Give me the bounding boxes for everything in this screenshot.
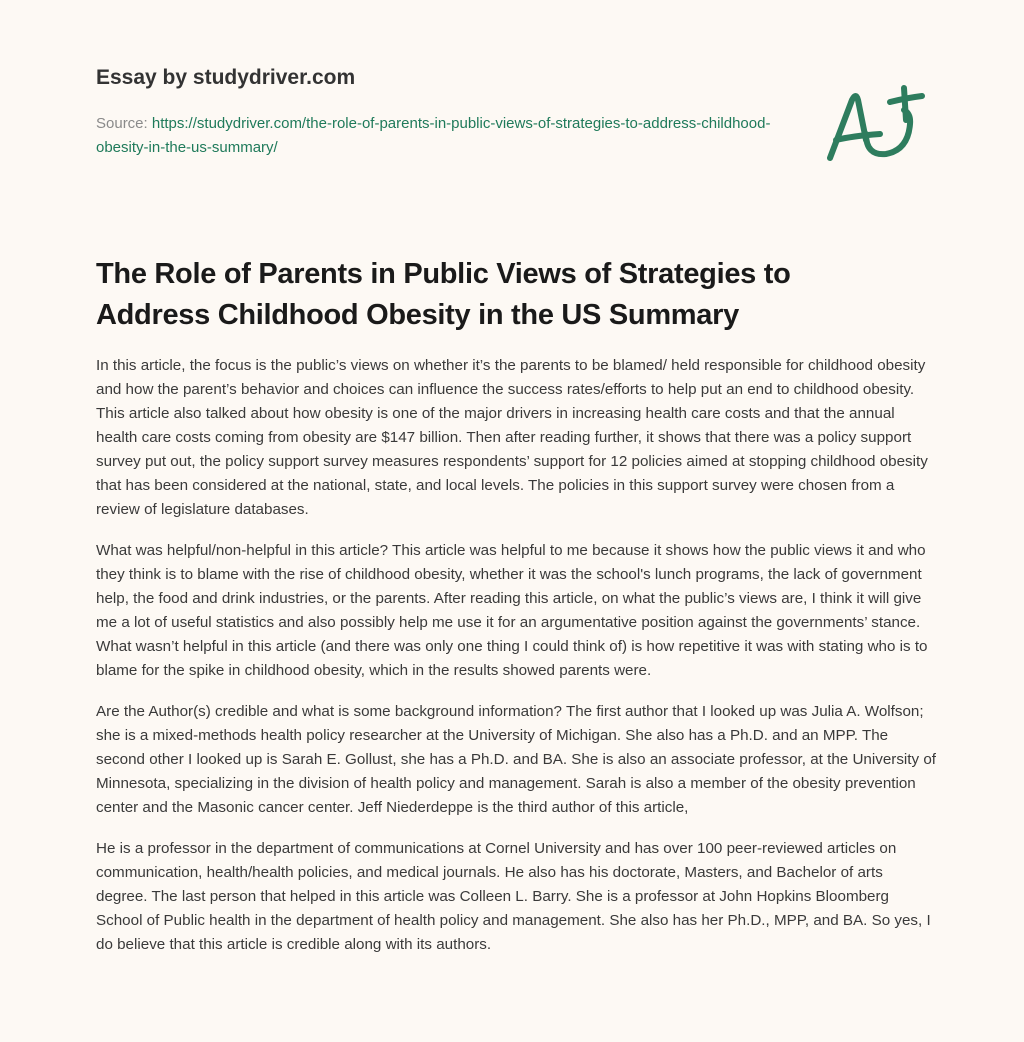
article-title: The Role of Parents in Public Views of Strategies to Address Childhood Obesity in the US Summary — [96, 258, 791, 331]
article-paragraph: He is a professor in the department of communications at Cornel University and has over 100 peer-reviewed articles on communication, health/health policies, and medical journals. He also has his doctorate, Masters, and Bachelor of arts degree. The last person that helped in this article was Colleen L. Barry. She is a professor at John Hopkins Bloomberg School of Public health in the department of health policy and management. She also has her Ph.D., MPP, and BA. So yes, I do believe that this article is credible along with its authors. — [96, 840, 931, 953]
article-body — [96, 354, 936, 974]
page-header — [96, 64, 796, 160]
source-label: Source: — [96, 115, 148, 132]
article-paragraph: In this article, the focus is the public’s views on whether it’s the parents to be blamed/ held responsible for childhood obesity and how the parent’s behavior and choices can influence the success rates/efforts to help put an end to childhood obesity. This article also talked about how obesity is one of the major drivers in increasing health care costs and that the annual health care costs coming from obesity are $147 billion. Then after reading further, it shows that there was a policy support survey put out, the policy support survey measures respondents’ support for 12 policies aimed at stopping childhood obesity that has been considered at the national, state, and local levels. The policies in this support survey were chosen from a review of legislature databases. — [96, 357, 928, 518]
source-line — [96, 112, 796, 160]
source-link[interactable]: https://studydriver.com/the-role-of-parents-in-public-views-of-strategies-to-address-childhood-obesity-in-the-us-summary/ — [96, 115, 771, 156]
a-plus-grade-icon — [822, 70, 932, 170]
article-paragraph: What was helpful/non-helpful in this article? This article was helpful to me because it shows how the public views it and who they think is to blame with the rise of childhood obesity, whether it was the school's lunch programs, the lack of government help, the food and drink industries, or the parents. After reading this article, on what the public’s views are, I think it will give me a lot of useful statistics and also possibly help me use it for an argumentative position against the governments’ stance. What wasn’t helpful in this article (and there was only one thing I could think of) is how repetitive it was with stating who is to blame for the spike in childhood obesity, which in the results showed parents were. — [96, 542, 928, 679]
site-title: Essay by studydriver.com — [96, 66, 356, 89]
article-paragraph: Are the Author(s) credible and what is some background information? The first author that I looked up was Julia A. Wolfson; she is a mixed-methods health policy researcher at the University of Michigan. She also has a Ph.D. and an MPP. The second other I looked up is Sarah E. Gollust, she has a Ph.D. and BA. She is also an associate professor, at the University of Minnesota, specializing in the division of health policy and management. Sarah is also a member of the obesity prevention center and the Masonic cancer center. Jeff Niederdeppe is the third author of this article, — [96, 703, 936, 816]
